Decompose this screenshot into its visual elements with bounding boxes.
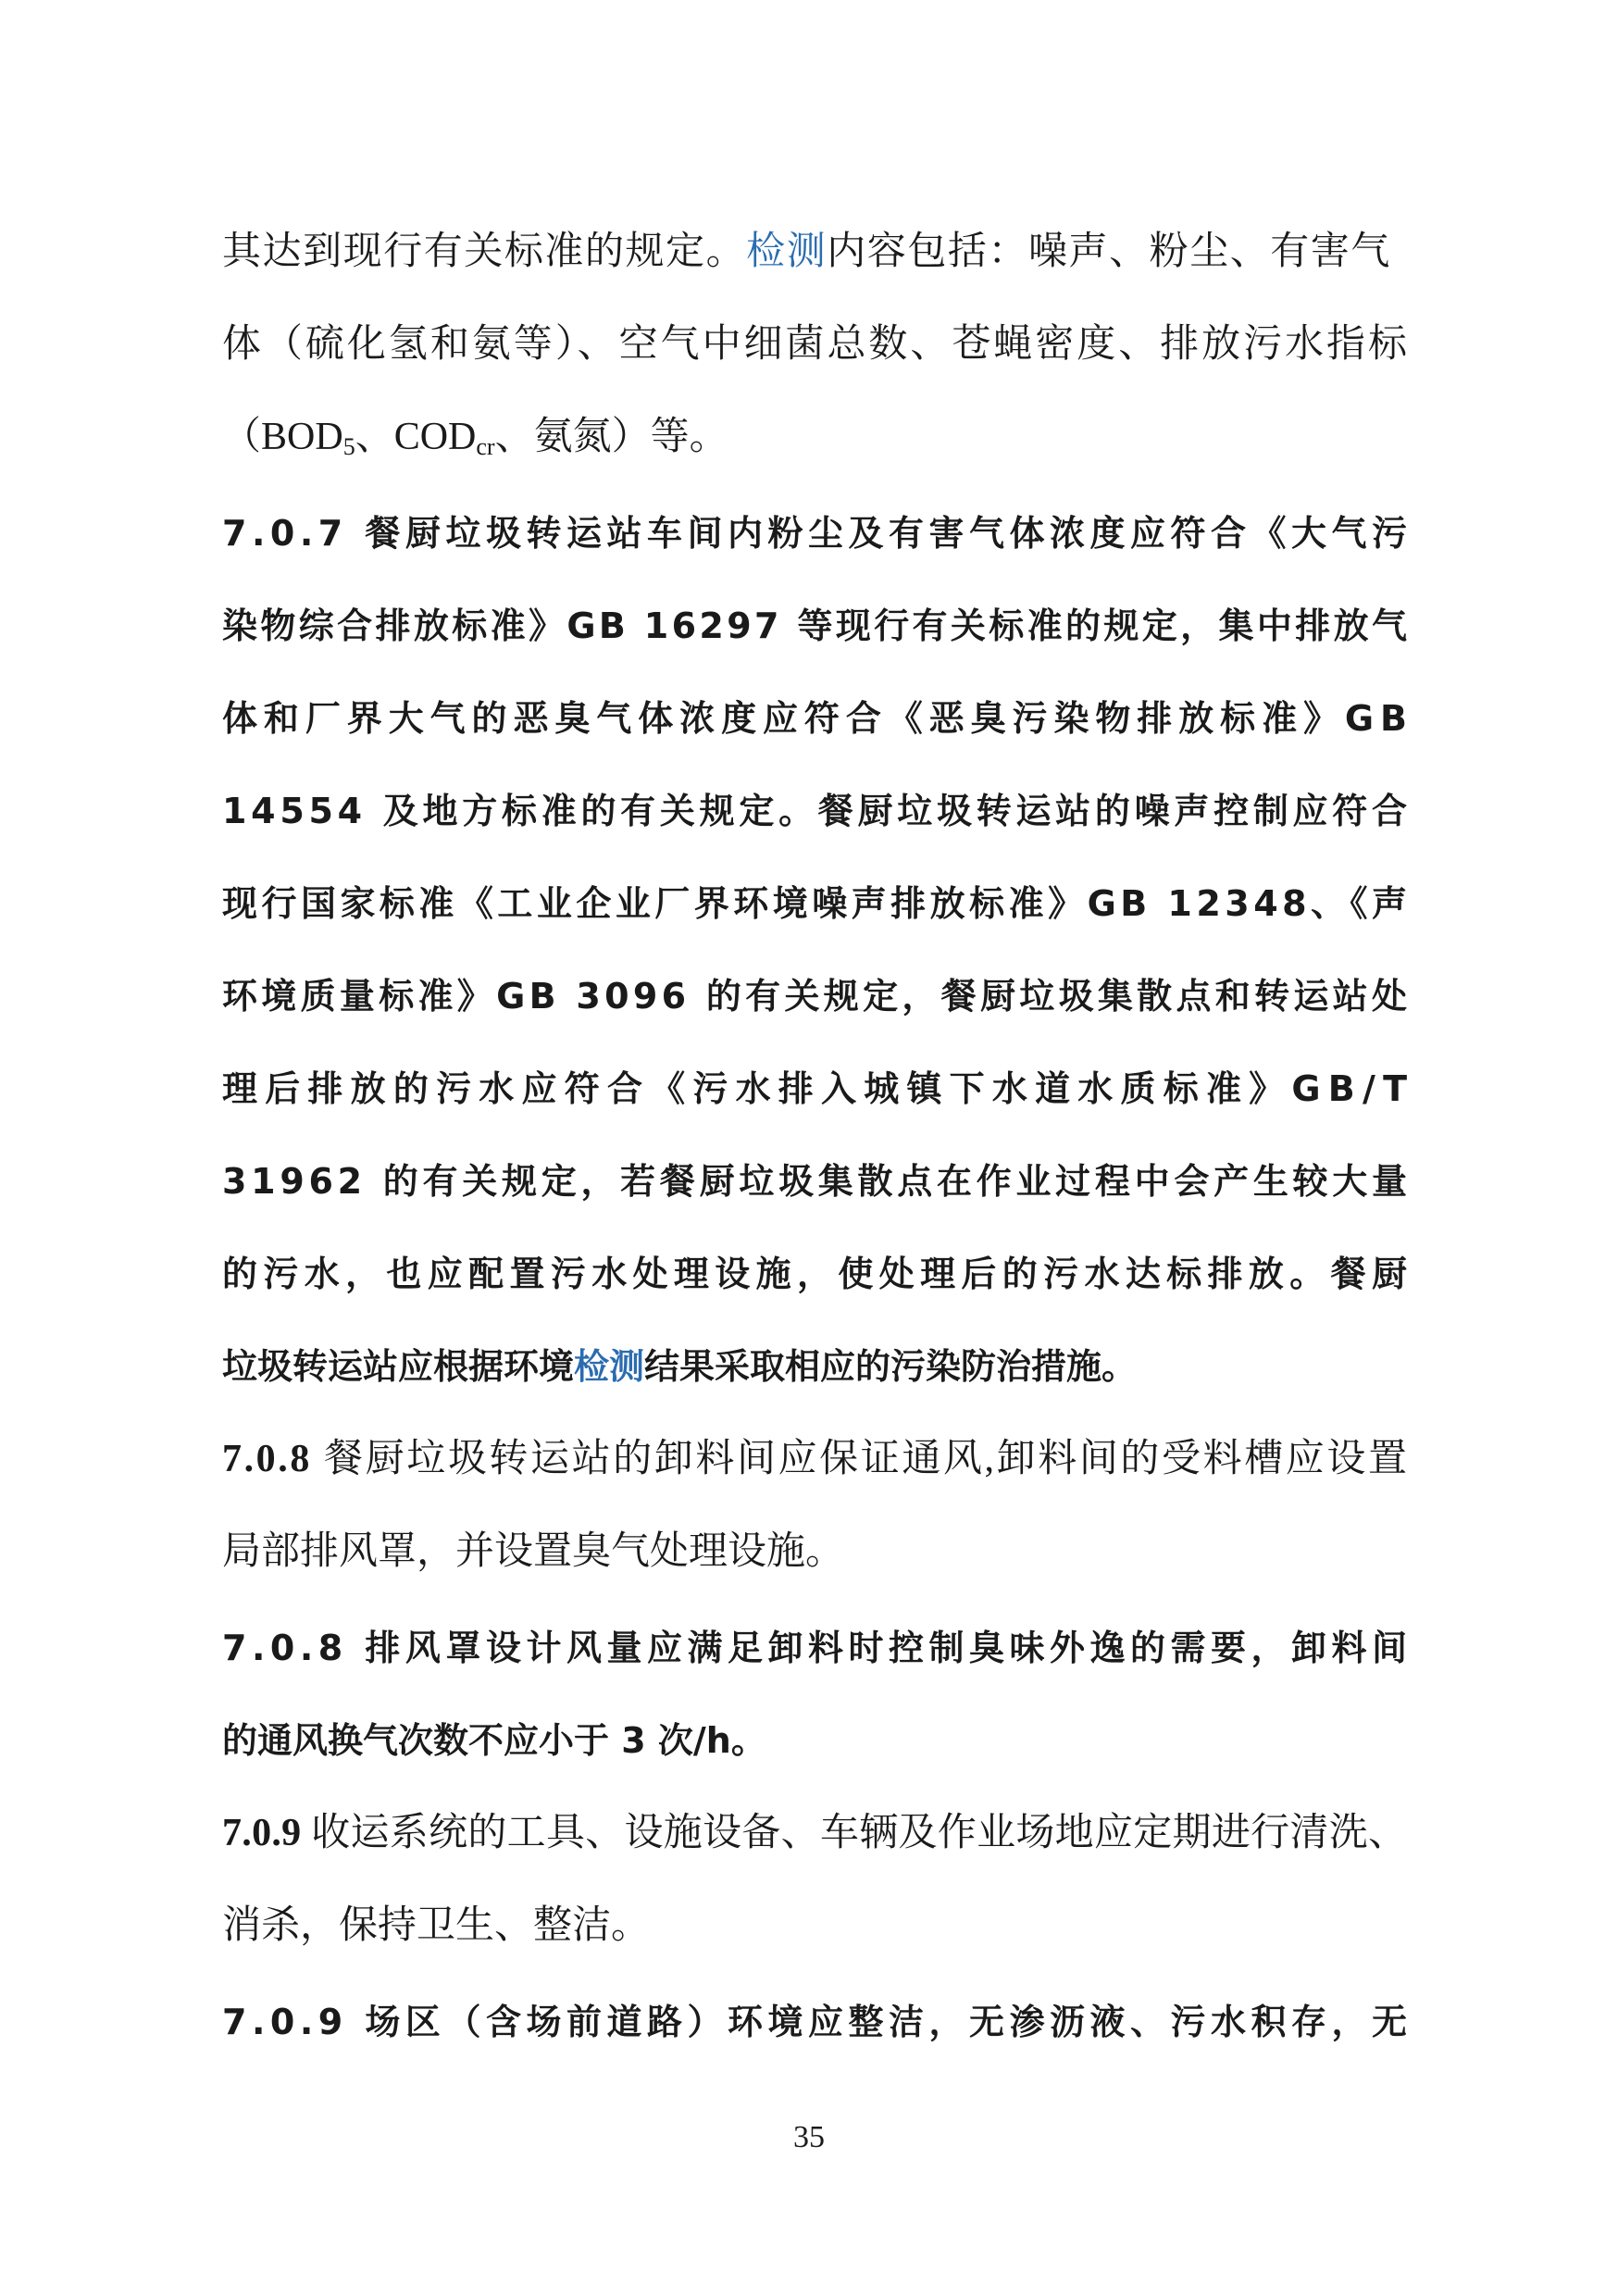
- text-segment: 其达到现行有关标准的规定。: [222, 231, 747, 273]
- text-line-9: [222, 959, 1412, 1033]
- text-segment: 7.0.7 餐厨垃圾转运站车间内粉尘及有害气体浓度应符合《大气污: [222, 513, 1413, 554]
- text-segment: 消杀，保持卫生、整洁。: [222, 1904, 651, 1947]
- text-line-18: [222, 1796, 1407, 1870]
- text-segment: 体和厂界大气的恶臭气体浓度应符合《恶臭污染物排放标准》GB: [222, 698, 1413, 739]
- text-line-5: [222, 589, 1411, 663]
- text-line-1: [222, 215, 1407, 289]
- text-segment: 31962 的有关规定，若餐厨垃圾集散点在作业过程中会产生较大量: [222, 1161, 1412, 1202]
- text-line-3: [222, 400, 1407, 474]
- page-number: 35: [793, 2120, 825, 2154]
- text-line-8: [222, 867, 1412, 941]
- text-line-19: [222, 1889, 1407, 1963]
- text-segment: 环境质量标准》GB 3096 的有关规定，餐厨垃圾集散点和转运站处: [222, 976, 1412, 1017]
- text-segment: 14554 及地方标准的有关规定。餐厨垃圾转运站的噪声控制应符合: [222, 791, 1412, 831]
- text-segment: 内容包括：噪声、粉尘、有害气: [827, 231, 1391, 273]
- text-segment: 现行国家标准《工业企业厂界环境噪声排放标准》GB 12348、《声: [222, 883, 1412, 924]
- text-line-15: [222, 1515, 1407, 1589]
- text-line-20: [222, 1985, 1413, 2059]
- text-line-4: [222, 496, 1413, 570]
- text-segment: 局部排风罩，并设置臭气处理设施。: [222, 1530, 845, 1573]
- text-segment: 7.0.8 排风罩设计风量应满足卸料时控制臭味外逸的需要，卸料间: [222, 1628, 1413, 1668]
- text-line-2: [222, 307, 1410, 381]
- clause-number: 7.0.8: [222, 1438, 312, 1480]
- text-line-7: [222, 774, 1412, 848]
- text-segment: 垃圾转运站应根据环境检测结果采取相应的污染防治措施。: [222, 1346, 1138, 1387]
- text-segment: 染物综合排放标准》GB 16297 等现行有关标准的规定，集中排放气: [222, 605, 1411, 646]
- text-line-12: [222, 1237, 1413, 1311]
- text-line-17: [222, 1703, 1407, 1778]
- text-segment: 7.0.8 餐厨垃圾转运站的卸料间应保证通风,卸料间的受料槽应设置: [222, 1438, 1410, 1480]
- clause-number: 7.0.9: [222, 1812, 302, 1854]
- text-segment: 的污水，也应配置污水处理设施，使处理后的污水达标排放。餐厨: [222, 1254, 1413, 1294]
- text-segment: 7.0.9 场区（含场前道路）环境应整洁，无渗沥液、污水积存，无: [222, 2002, 1413, 2042]
- text-line-13: [222, 1329, 1407, 1404]
- link-jiance[interactable]: 检测: [746, 231, 828, 273]
- text-segment: 体（硫化氢和氨等）、空气中细菌总数、苍蝇密度、排放污水指标: [222, 323, 1410, 366]
- link-jiance[interactable]: 检测: [574, 1346, 645, 1387]
- text-segment: 7.0.9 收运系统的工具、设施设备、车辆及作业场地应定期进行清洗、: [222, 1812, 1408, 1854]
- text-segment: （$BOD_5$、$COD_{cr}$、氨氮）等。: [222, 416, 728, 460]
- text-segment: 的通风换气次数不应小于 3 次/h。: [222, 1720, 766, 1761]
- text-line-11: [222, 1144, 1412, 1218]
- text-line-14: [222, 1422, 1410, 1496]
- text-line-6: [222, 681, 1413, 755]
- text-line-10: [222, 1052, 1415, 1126]
- text-segment: 理后排放的污水应符合《污水排入城镇下水道水质标准》GB/T: [222, 1068, 1415, 1109]
- text-line-16: [222, 1611, 1413, 1685]
